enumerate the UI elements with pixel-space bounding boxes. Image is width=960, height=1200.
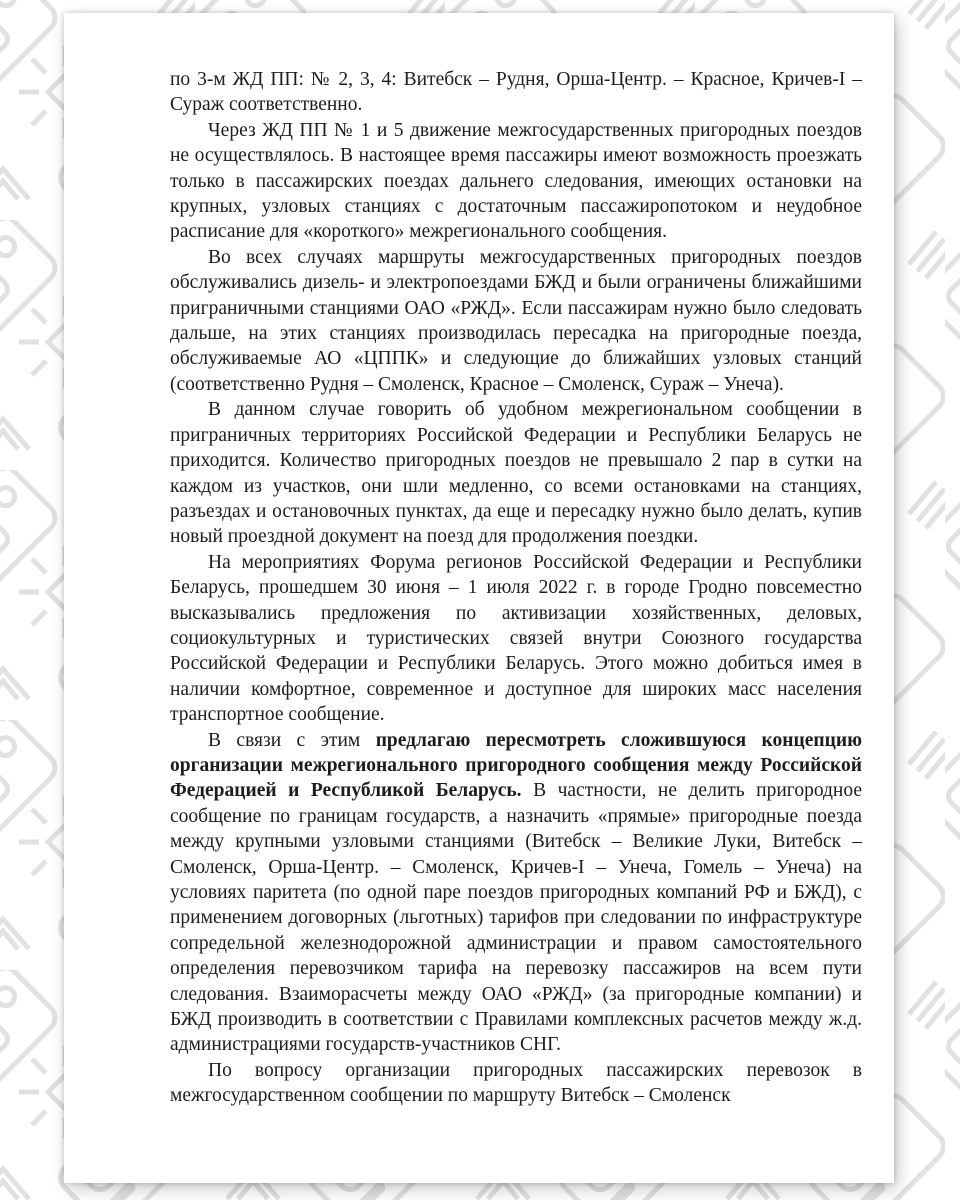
document-paragraph [170,550,862,728]
text-run: В связи с этим [208,729,376,751]
document-paragraph [170,67,862,118]
bold-text-run: предлагаю пересмотреть сложившуюся концепцию организации межрегионального пригородного сообщения между Российской Федерацией и Республикой Беларусь. [170,729,863,802]
text-run: В данном случае говорить об удобном межрегиональном сообщении в приграничных территориях Российской Федерации и Республики Беларусь не приходится. Количество пригородных поездов не превышало 2 пар в сутки на каждом из участков, они шли медленно, со всеми остановками на станциях, разъездах и остановочных пунктах, да еще и пересадку нужно было делать, купив новый проездной документ на поезд для продолжения поездки. [170,399,862,548]
text-run: По вопросу организации пригородных пассажирских перевозок в межгосударственном сообщении по маршруту Витебск – Смоленск [170,1059,862,1107]
document-paragraph [170,397,862,549]
text-run: по 3-м ЖД ПП: № 2, 3, 4: Витебск – Рудня, Орша-Центр. – Красное, Кричев-I – Сураж соответственно. [170,69,862,116]
document-paragraph [170,245,862,397]
document-paragraph [170,118,862,245]
document-page [64,13,894,1183]
text-run: На мероприятиях Форума регионов Российской Федерации и Республики Беларусь, прошедшем 30 июня – 1 июля 2022 г. в городе Гродно повсеместно высказывались предложения по активизации хозяйственных, деловых, социокультурных и туристических связей внутри Союзного государства Российской Федерации и Республики Беларусь. Этого можно добиться имея в наличии комфортное, современное и доступное для широких масс населения транспортное сообщение. [170,551,862,726]
text-run: Через ЖД ПП № 1 и 5 движение межгосударственных пригородных поездов не осуществлялось. В настоящее время пассажиры имеют возможность проезжать только в пассажирских поездах дальнего следования, имеющих остановки на крупных, узловых станциях с достаточным пассажиропотоком и неудобное расписание для «короткого» межрегионального сообщения. [170,119,862,243]
document-paragraph [170,728,862,1058]
document-content [170,67,862,1109]
document-paragraph [170,1058,862,1109]
text-run: В частности, не делить пригородное сообщение по границам государств, а назначить «прямые» пригородные поезда между крупными узловыми станциями (Витебск – Великие Луки, Витебск – Смоленск, Орша-Центр. – Смоленск, Кричев-I – Унеча, Гомель – Унеча) на условиях паритета (по одной паре поездов пригородных компаний РФ и БЖД), с применением договорных (льготных) тарифов при следовании по инфраструктуре сопредельной железнодорожной администрации и правом самостоятельного определения перевозчиком тарифа на перевозку пассажиров на всем пути следования. Взаиморасчеты между ОАО «РЖД» (за пригородные компании) и БЖД производить в соответствии с Правилами комплексных расчетов между ж.д. администрациями государств-участников СНГ. [170,780,863,1056]
text-run: Во всех случаях маршруты межгосударственных пригородных поездов обслуживались дизель- и электропоездами БЖД и были ограничены ближайшими приграничными станциями ОАО «РЖД». Если пассажирам нужно было следовать дальше, на этих станциях производилась пересадка на пригородные поезда, обслуживаемые АО «ЦППК» и следующие до ближайших узловых станций (соответственно Рудня – Смоленск, Красное – Смоленск, Сураж – Унеча). [170,246,862,395]
